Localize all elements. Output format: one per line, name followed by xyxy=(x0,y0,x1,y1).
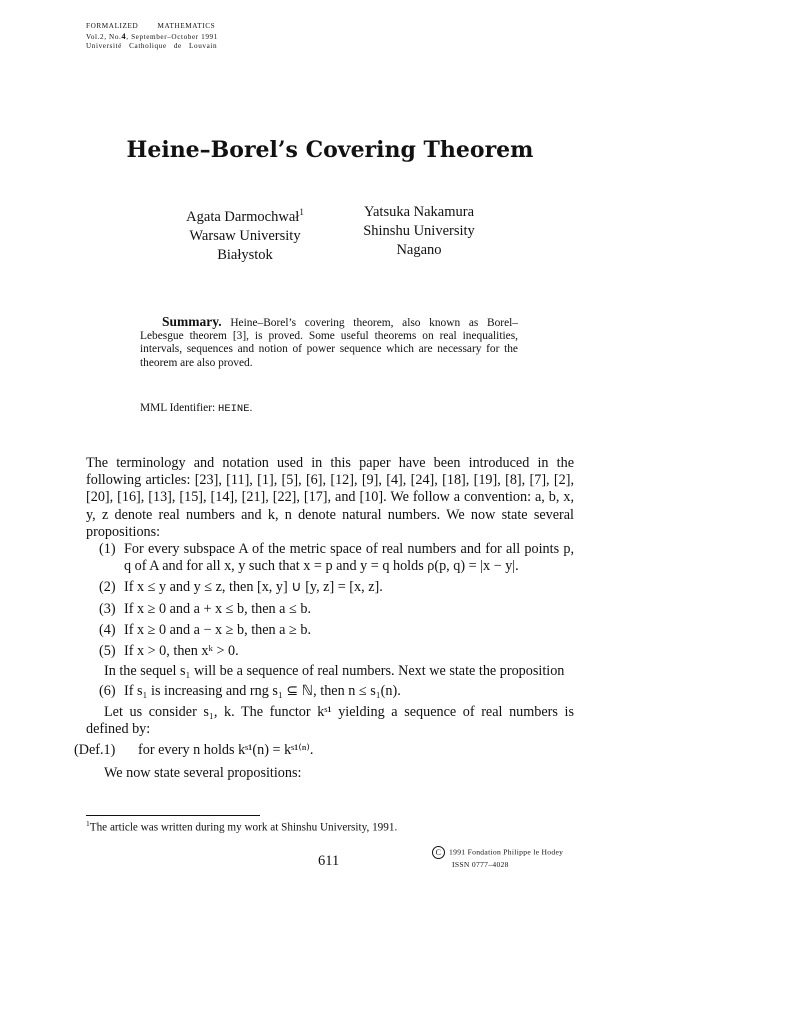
mml-id: HEINE xyxy=(218,403,250,415)
state-paragraph: We now state several propositions: xyxy=(104,765,302,782)
prop-number: (6) xyxy=(99,683,116,700)
proposition-5 xyxy=(86,643,574,660)
prop-text: If s₁ is increasing and rng s₁ ⊆ ℕ, then n ≤ s₁(n). xyxy=(124,683,401,700)
summary-block xyxy=(140,315,518,370)
intro-paragraph: The terminology and notation used in this paper have been introduced in the following articles: [23], [11], [1], [5], [6], [12], [9], [4], [24], [18], [19], [8], [7], [2], [20], [16], [13], [15], [14], [21], [22], [17], and [10]. We follow a convention: a, b, x, y, z denote real numbers and k, n denote natural numbers. We now state several propositions: xyxy=(86,455,574,540)
definition-1 xyxy=(74,742,574,759)
journal-name: FORMALIZED MATHEMATICS xyxy=(86,22,216,30)
mml-identifier xyxy=(140,402,252,415)
summary-label: Summary. xyxy=(162,314,222,329)
footnote-mark: 1 xyxy=(299,207,304,217)
copyright-icon: C xyxy=(432,846,445,859)
sequel-paragraph: In the sequel s₁ will be a sequence of real numbers. Next we state the proposition xyxy=(104,663,565,680)
proposition-6 xyxy=(86,683,574,700)
author-affiliation: Warsaw University xyxy=(189,227,301,244)
prop-text: If x ≥ 0 and a + x ≤ b, then a ≤ b. xyxy=(124,600,311,617)
author-affiliation: Shinshu University xyxy=(363,223,475,239)
prop-text: If x ≥ 0 and a − x ≥ b, then a ≥ b. xyxy=(124,621,311,638)
author-name: Yatsuka Nakamura xyxy=(363,204,475,220)
summary-text: Heine–Borel’s covering theorem, also known as Borel–Lebesgue theorem [3], is proved. Some useful theorems on real inequalities, intervals, sequences and notion of power sequence which are necessary for the theorem are also proved. xyxy=(140,317,518,369)
issue-date: , September–October 1991 xyxy=(126,32,218,41)
journal-header xyxy=(86,22,218,52)
def-number: (Def.1) xyxy=(74,742,116,759)
footnote-rule xyxy=(86,815,260,816)
prop-number: (2) xyxy=(99,579,116,596)
mml-end: . xyxy=(249,402,253,414)
proposition-4 xyxy=(86,622,574,639)
prop-text: If x > 0, then xᵏ > 0. xyxy=(124,643,239,660)
copyright-block xyxy=(432,846,563,870)
author-block-1 xyxy=(160,203,330,265)
def-text: for every n holds kˢ¹(n) = kˢ¹⁽ⁿ⁾. xyxy=(138,742,314,759)
paper-title: Heine–Borel’s Covering Theorem xyxy=(126,137,534,163)
footnote-mark: 1 xyxy=(86,819,90,828)
prop-number: (3) xyxy=(99,600,116,617)
consider-paragraph: Let us consider s₁, k. The functor kˢ¹ yielding a sequence of real numbers is defined by: xyxy=(86,703,574,737)
copyright-text: 1991 Fondation Philippe le Hodey xyxy=(449,847,564,857)
author-city: Białystok xyxy=(217,246,273,263)
copyright-line-1 xyxy=(432,846,563,859)
prop-text: If x ≤ y and y ≤ z, then [x, y] ∪ [y, z] = [x, z]. xyxy=(124,579,383,596)
issue-number: 4 xyxy=(121,30,127,41)
page-number: 611 xyxy=(318,853,340,869)
author-city: Nagano xyxy=(396,242,442,258)
proposition-1 xyxy=(86,541,574,575)
author-name-text: Agata Darmochwał xyxy=(186,208,300,225)
footnote xyxy=(86,819,397,834)
main-body xyxy=(74,455,574,782)
prop-number: (1) xyxy=(99,541,116,558)
proposition-2 xyxy=(86,579,574,596)
prop-text: For every subspace A of the metric space of real numbers and for all points p, q of A and for all x, y such that x = p and y = q holds ρ(p, q) = |x − y|. xyxy=(124,541,574,575)
prop-number: (5) xyxy=(99,643,116,660)
mml-label: MML Identifier: xyxy=(140,402,219,414)
issn: ISSN 0777–4028 xyxy=(452,860,509,869)
journal-volume xyxy=(86,32,218,43)
prop-number: (4) xyxy=(99,621,116,638)
volume-prefix: Vol.2, No. xyxy=(86,32,122,41)
author-block-2 xyxy=(334,203,504,260)
publisher: Université Catholique de Louvain xyxy=(86,42,218,51)
proposition-3 xyxy=(86,601,574,618)
footnote-text: The article was written during my work at Shinshu University, 1991. xyxy=(89,821,398,834)
author-name xyxy=(160,203,330,227)
